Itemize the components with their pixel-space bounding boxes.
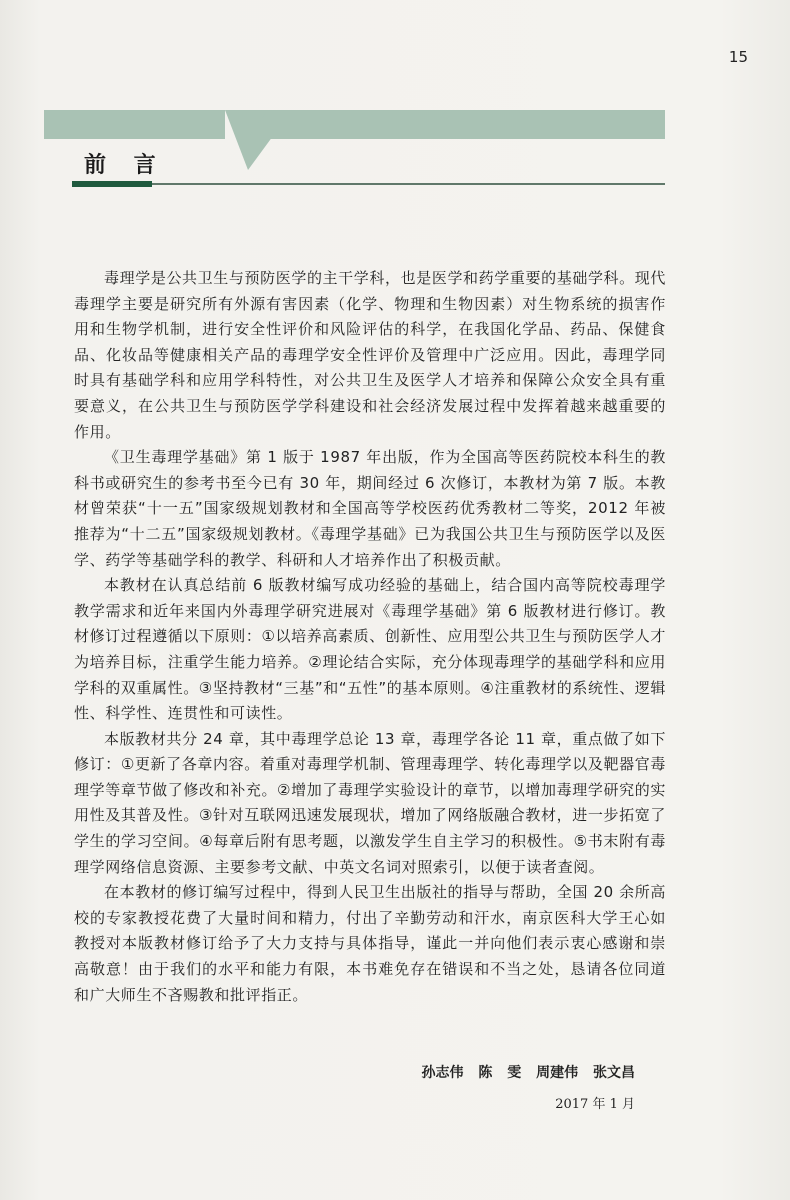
paragraph: 毒理学是公共卫生与预防医学的主干学科，也是医学和药学重要的基础学科。现代毒理学主要是研究所有外源有害因素（化学、物理和生物因素）对生物系统的损害作用和生物学机制，进行安全性评价和风险评估的科学，在我国化学品、药品、保健食品、化妆品等健康相关产品的毒理学安全性评价及管理中广泛应用。因此，毒理学同时具有基础学科和应用学科特性，对公共卫生及医学人才培养和保障公众安全具有重要意义，在公共卫生与预防医学学科建设和社会经济发展过程中发挥着越来越重要的作用。: [74, 269, 666, 441]
signature-date: 2017 年 1 月: [555, 1097, 635, 1112]
preface-body: [74, 266, 666, 1008]
paragraph: 本教材在认真总结前 6 版教材编写成功经验的基础上，结合国内高等院校毒理学教学需求和近年来国内外毒理学研究进展对《毒理学基础》第 6 版教材进行修订。教材修订过程遵循以下原则：①以培养高素质、创新性、应用型公共卫生与预防医学人才为培养目标，注重学生能力培养。②理论结合实际，充分体现毒理学的基础学科和应用学科的双重属性。③坚持教材“三基”和“五性”的基本原则。④注重教材的系统性、逻辑性、科学性、连贯性和可读性。: [74, 576, 666, 723]
banner-band-right: [247, 110, 665, 139]
paragraph: 《卫生毒理学基础》第 1 版于 1987 年出版，作为全国高等医药院校本科生的教科书或研究生的参考书至今已有 30 年，期间经过 6 次修订，本教材为第 7 版。本教材曾荣获“十一五”国家级规划教材和全国高等学校医药优秀教材二等奖，2012 年被推荐为“十二五”国家级规划教材。《毒理学基础》已为我国公共卫生与预防医学以及医学、药学等基础学科的教学、科研和人才培养作出了积极贡献。: [74, 448, 666, 569]
author-signature: 孙志伟 陈 雯 周建伟 张文昌: [421, 1065, 635, 1081]
page-title: 前 言: [84, 153, 166, 178]
paragraph: 在本教材的修订编写过程中，得到人民卫生出版社的指导与帮助，全国 20 余所高校的专家教授花费了大量时间和精力，付出了辛勤劳动和汗水，南京医科大学王心如教授对本版教材修订给予了大力支持与具体指导，谨此一并向他们表示衷心感谢和崇高敬意！由于我们的水平和能力有限，本书难免存在错误和不当之处，恳请各位同道和广大师生不吝赐教和批评指正。: [74, 883, 666, 1004]
page-number: 15: [728, 48, 748, 66]
banner-band-left: [44, 110, 225, 139]
paragraph: 本版教材共分 24 章，其中毒理学总论 13 章，毒理学各论 11 章，重点做了如下修订：①更新了各章内容。着重对毒理学机制、管理毒理学、转化毒理学以及靶器官毒理学等章节做了修改和补充。②增加了毒理学实验设计的章节，以增加毒理学研究的实用性及其普及性。③针对互联网迅速发展现状，增加了网络版融合教材，进一步拓宽了学生的学习空间。④每章后附有思考题，以激发学生自主学习的积极性。⑤书末附有毒理学网络信息资源、主要参考文献、中英文名词对照索引，以便于读者查阅。: [74, 729, 666, 876]
title-underline-accent: [72, 181, 152, 187]
